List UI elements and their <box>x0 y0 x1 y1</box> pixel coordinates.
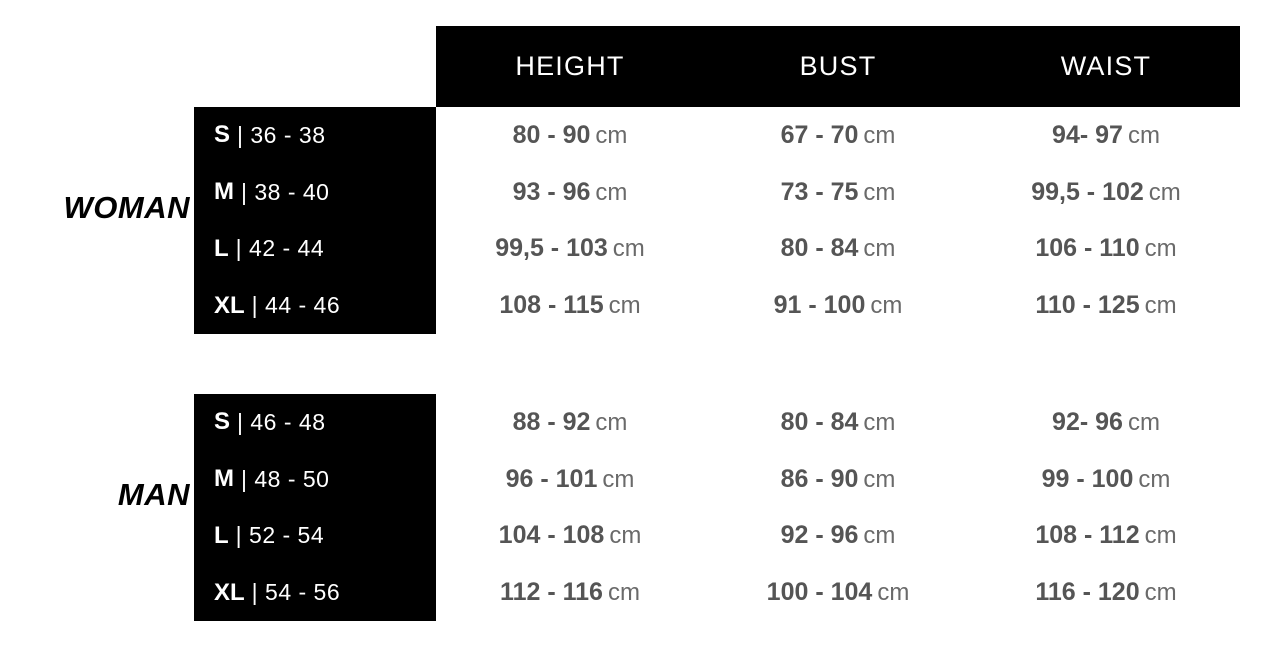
value: 99 - 100 <box>1041 464 1134 493</box>
unit: cm <box>877 579 910 607</box>
cell-height <box>436 121 704 150</box>
cell-waist <box>972 408 1240 437</box>
size-cell <box>194 221 436 278</box>
value: 80 - 90 <box>512 120 591 149</box>
size-code: L <box>214 234 229 262</box>
value: 99,5 - 102 <box>1031 177 1144 206</box>
cell-waist <box>972 521 1240 550</box>
value: 91 - 100 <box>773 291 866 320</box>
unit: cm <box>1144 292 1177 320</box>
value: 104 - 108 <box>498 521 605 550</box>
size-range: | 38 - 40 <box>241 178 330 205</box>
unit: cm <box>609 522 642 550</box>
size-range: | 44 - 46 <box>251 292 341 319</box>
cell-bust <box>704 408 972 437</box>
cell-bust <box>704 121 972 150</box>
cell-waist <box>972 178 1240 207</box>
table-row <box>436 564 1240 621</box>
value: 110 - 125 <box>1035 291 1140 320</box>
size-cell <box>194 508 436 565</box>
value: 100 - 104 <box>766 578 873 607</box>
measurements-man <box>436 394 1240 621</box>
size-code: M <box>214 465 234 493</box>
size-range: | 46 - 48 <box>237 408 326 435</box>
unit: cm <box>1138 465 1171 493</box>
table-row <box>436 508 1240 565</box>
unit: cm <box>1144 522 1177 550</box>
cell-waist <box>972 121 1240 150</box>
size-column-man <box>194 394 436 621</box>
unit: cm <box>863 178 896 206</box>
table-row <box>436 277 1240 334</box>
unit: cm <box>1127 408 1160 436</box>
size-range: | 36 - 38 <box>237 121 326 148</box>
unit: cm <box>595 178 628 206</box>
cell-height <box>436 578 704 607</box>
table-row <box>436 164 1240 221</box>
group-label-woman: WOMAN <box>63 190 190 225</box>
table-row <box>436 221 1240 278</box>
cell-waist <box>972 465 1240 494</box>
size-range: | 54 - 56 <box>251 579 341 606</box>
size-range: | 48 - 50 <box>241 465 330 492</box>
unit: cm <box>870 292 903 320</box>
unit: cm <box>607 579 640 607</box>
size-cell <box>194 451 436 508</box>
cell-bust <box>704 465 972 494</box>
size-code: XL <box>214 578 245 606</box>
cell-height <box>436 408 704 437</box>
value: 86 - 90 <box>780 464 859 493</box>
table-header <box>436 26 1240 107</box>
value: 92- 96 <box>1052 407 1123 436</box>
table-row <box>436 394 1240 451</box>
size-range: | 52 - 54 <box>235 522 325 549</box>
value: 80 - 84 <box>780 234 859 263</box>
cell-waist <box>972 578 1240 607</box>
size-column-woman <box>194 107 436 334</box>
cell-height <box>436 178 704 207</box>
cell-waist <box>972 234 1240 263</box>
size-code: M <box>214 178 234 206</box>
value: 80 - 84 <box>780 407 859 436</box>
cell-waist <box>972 291 1240 320</box>
unit: cm <box>608 292 641 320</box>
unit: cm <box>863 408 896 436</box>
value: 106 - 110 <box>1035 234 1140 263</box>
cell-height <box>436 521 704 550</box>
unit: cm <box>1127 121 1160 149</box>
column-header-bust: BUST <box>799 51 877 81</box>
unit: cm <box>863 465 896 493</box>
value: 116 - 120 <box>1035 578 1140 607</box>
measurements-woman <box>436 107 1240 334</box>
value: 94- 97 <box>1052 120 1123 149</box>
value: 93 - 96 <box>512 177 591 206</box>
cell-bust <box>704 578 972 607</box>
size-cell <box>194 564 436 621</box>
cell-bust <box>704 291 972 320</box>
value: 73 - 75 <box>780 177 859 206</box>
cell-bust <box>704 234 972 263</box>
cell-bust <box>704 521 972 550</box>
size-cell <box>194 164 436 221</box>
unit: cm <box>612 235 645 263</box>
cell-bust <box>704 178 972 207</box>
group-label-man: MAN <box>117 477 190 512</box>
table-row <box>436 451 1240 508</box>
unit: cm <box>863 522 896 550</box>
unit: cm <box>595 121 628 149</box>
unit: cm <box>1144 579 1177 607</box>
cell-height <box>436 291 704 320</box>
unit: cm <box>602 465 635 493</box>
unit: cm <box>863 235 896 263</box>
value: 108 - 115 <box>499 291 604 320</box>
value: 88 - 92 <box>512 407 591 436</box>
value: 108 - 112 <box>1035 521 1140 550</box>
unit: cm <box>1144 235 1177 263</box>
size-code: L <box>214 521 229 549</box>
size-code: S <box>214 121 231 149</box>
size-range: | 42 - 44 <box>235 235 325 262</box>
table-row <box>436 107 1240 164</box>
unit: cm <box>863 121 896 149</box>
size-cell <box>194 394 436 451</box>
column-header-waist: WAIST <box>1060 51 1152 81</box>
size-cell <box>194 107 436 164</box>
cell-height <box>436 234 704 263</box>
value: 96 - 101 <box>505 464 598 493</box>
value: 92 - 96 <box>780 521 859 550</box>
cell-height <box>436 465 704 494</box>
size-cell <box>194 277 436 334</box>
value: 67 - 70 <box>780 120 859 149</box>
column-header-height: HEIGHT <box>515 51 625 81</box>
size-code: S <box>214 408 231 436</box>
value: 112 - 116 <box>500 578 603 607</box>
size-code: XL <box>214 291 245 319</box>
value: 99,5 - 103 <box>495 234 608 263</box>
unit: cm <box>1148 178 1181 206</box>
unit: cm <box>595 408 628 436</box>
